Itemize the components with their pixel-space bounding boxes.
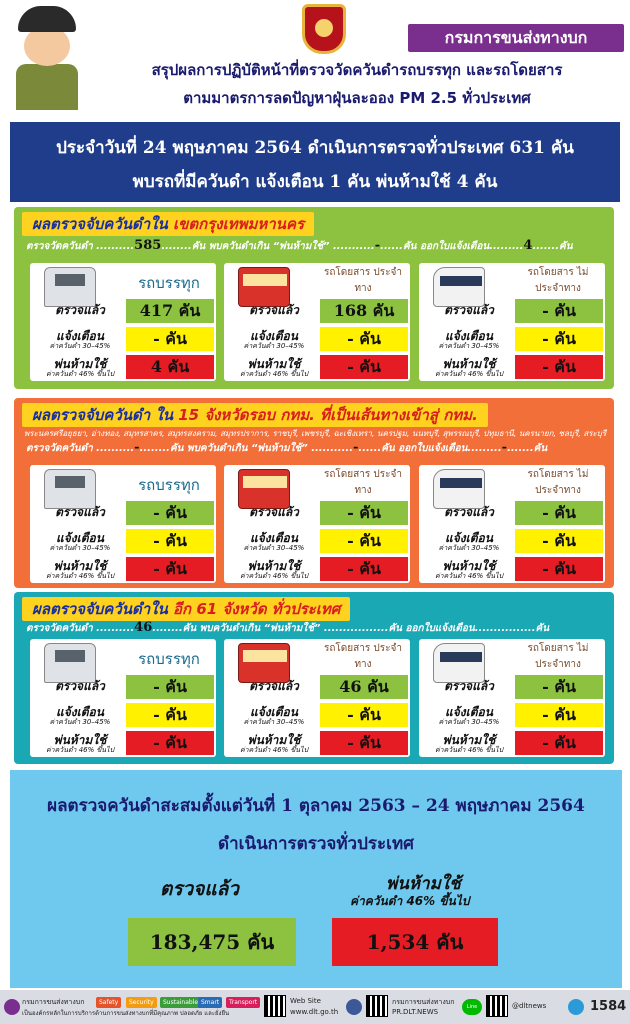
truck-banned-value: - คัน <box>126 731 214 755</box>
public-bus-label: รถโดยสาร ประจำทาง <box>324 469 402 496</box>
private-bus-checked-value: - คัน <box>515 299 603 323</box>
private-bus-label: รถโดยสาร ไม่ประจำทาง <box>527 267 589 294</box>
public-bus-banned-value: - คัน <box>320 557 408 581</box>
footer-dept: กรมการขนส่งทางบก <box>22 998 85 1006</box>
warned-sublabel: ค่าควันดำ 30–45% <box>438 342 500 350</box>
truck-banned-value: - คัน <box>126 557 214 581</box>
banned-label: พ่นห้ามใช้ <box>53 357 107 371</box>
line-qr-icon[interactable] <box>486 995 508 1017</box>
warned-sublabel: ค่าควันดำ 30–45% <box>49 718 111 726</box>
public-bus-banned-value: - คัน <box>320 355 408 379</box>
stats-measured-label: ตรวจวัดควันดำ .......... <box>26 623 135 634</box>
stats-warn-label: ......คัน ออกใบแจ้งเตือน......... <box>365 623 509 634</box>
warned-sublabel: ค่าควันดำ 30–45% <box>438 544 500 552</box>
line-id[interactable]: @dltnews <box>512 1002 547 1010</box>
cumulative-banned-label: พ่นห้ามใช้ <box>386 874 461 894</box>
stats-warn-label: ......คัน ออกใบแจ้งเตือน......... <box>380 241 524 252</box>
truck-label: รถบรรทุก <box>138 274 200 292</box>
pill-smart: Smart <box>198 997 222 1008</box>
stats-found-value: - <box>374 238 381 253</box>
truck-card <box>30 639 216 757</box>
stats-warn-label: ......คัน ออกใบแจ้งเตือน......... <box>358 443 502 454</box>
section-title-region: 15 จังหวัดรอบ กทม. ที่เป็นเส้นทางเข้าสู่ กทม. <box>178 406 478 424</box>
truck-checked-value: - คัน <box>126 501 214 525</box>
stats-found-label: ........คัน พบควันดำเกิน “พ่นห้ามใช้” ........... <box>139 443 354 454</box>
dlt-mini-logo-icon <box>4 999 20 1015</box>
hotline-number[interactable]: 1584 <box>590 999 627 1014</box>
truck-card <box>30 263 216 381</box>
banned-sublabel: ค่าควันดำ 46% ขึ้นไป <box>434 572 504 580</box>
banned-sublabel: ค่าควันดำ 46% ขึ้นไป <box>434 370 504 378</box>
private-bus-label: รถโดยสาร ไม่ประจำทาง <box>527 469 589 496</box>
public-bus-warned-value: - คัน <box>320 703 408 727</box>
stats-measured-label: ตรวจวัดควันดำ .......... <box>26 443 135 454</box>
section-stats-line <box>26 238 616 254</box>
facebook-icon[interactable] <box>346 999 362 1015</box>
warned-sublabel: ค่าควันดำ 30–45% <box>438 718 500 726</box>
stats-found-value: - <box>353 440 359 455</box>
section-title-prefix: ผลตรวจจับควันดำ ใน <box>32 406 173 424</box>
warned-label: แจ้งเตือน <box>445 329 493 343</box>
website-link[interactable]: www.dlt.go.th <box>290 1008 339 1016</box>
warned-label: แจ้งเตือน <box>250 531 298 545</box>
region-section-2 <box>14 398 614 588</box>
checked-label: ตรวจแล้ว <box>249 679 299 693</box>
section-title <box>22 403 488 427</box>
private-bus-warned-value: - คัน <box>515 327 603 351</box>
stats-warn-value: - <box>501 440 508 455</box>
warned-sublabel: ค่าควันดำ 30–45% <box>243 342 305 350</box>
pill-security: Security <box>126 997 157 1008</box>
banned-label: พ่นห้ามใช้ <box>442 357 496 371</box>
cumulative-period: ผลตรวจควันดำสะสมตั้งแต่วันที่ 1 ตุลาคม 2563 – 24 พฤษภาคม 2564 <box>47 796 585 816</box>
header <box>0 0 630 118</box>
daily-summary-banner <box>10 122 620 202</box>
truck-warned-value: - คัน <box>126 529 214 553</box>
warned-sublabel: ค่าควันดำ 30–45% <box>49 544 111 552</box>
banned-label: พ่นห้ามใช้ <box>247 733 301 747</box>
facebook-page-handle[interactable]: PR.DLT.NEWS <box>392 1008 439 1016</box>
public-bus-label: รถโดยสาร ประจำทาง <box>324 643 402 670</box>
banned-label: พ่นห้ามใช้ <box>247 559 301 573</box>
banned-label: พ่นห้ามใช้ <box>53 559 107 573</box>
stats-measured-value: 46 <box>134 620 153 635</box>
warned-label: แจ้งเตือน <box>56 705 104 719</box>
stats-measured-label: ตรวจวัดควันดำ .......... <box>26 241 135 252</box>
section-title-prefix: ผลตรวจจับควันดำใน <box>32 215 168 233</box>
checked-label: ตรวจแล้ว <box>55 679 105 693</box>
public-bus-card <box>224 465 410 583</box>
truck-label: รถบรรทุก <box>138 650 200 668</box>
stats-end: .......คัน <box>532 241 573 252</box>
checked-label: ตรวจแล้ว <box>444 505 494 519</box>
facebook-page-name: กรมการขนส่งทางบก <box>392 998 455 1006</box>
footer <box>0 990 630 1024</box>
private-bus-warned-value: - คัน <box>515 703 603 727</box>
private-bus-checked-value: - คัน <box>515 501 603 525</box>
cumulative-checked-label: ตรวจแล้ว <box>160 878 239 900</box>
checked-label: ตรวจแล้ว <box>444 679 494 693</box>
cumulative-scope: ดำเนินการตรวจทั่วประเทศ <box>218 834 414 854</box>
public-bus-card <box>224 639 410 757</box>
warned-label: แจ้งเตือน <box>250 705 298 719</box>
cumulative-banned-sublabel: ค่าควันดำ 46% ขึ้นไป <box>350 894 470 908</box>
private-bus-card <box>419 263 605 381</box>
private-bus-label: รถโดยสาร ไม่ประจำทาง <box>527 643 589 670</box>
banned-label: พ่นห้ามใช้ <box>53 733 107 747</box>
pill-transport: Transport <box>226 997 260 1008</box>
dlt-logo <box>302 4 346 54</box>
stats-measured-value: 585 <box>134 238 162 253</box>
public-bus-banned-value: - คัน <box>320 731 408 755</box>
stats-end: .......คัน <box>508 623 550 634</box>
warned-label: แจ้งเตือน <box>445 705 493 719</box>
truck-warned-value: - คัน <box>126 327 214 351</box>
daily-summary-line1: ประจำวันที่ 24 พฤษภาคม 2564 ดำเนินการตรวจทั่วประเทศ 631 คัน <box>56 138 574 158</box>
public-bus-label: รถโดยสาร ประจำทาง <box>324 267 402 294</box>
warned-label: แจ้งเตือน <box>56 329 104 343</box>
banned-sublabel: ค่าควันดำ 46% ขึ้นไป <box>434 746 504 754</box>
warned-sublabel: ค่าควันดำ 30–45% <box>243 544 305 552</box>
warned-label: แจ้งเตือน <box>250 329 298 343</box>
section-stats-line <box>26 620 616 636</box>
private-bus-card <box>419 639 605 757</box>
banned-sublabel: ค่าควันดำ 46% ขึ้นไป <box>45 572 115 580</box>
checked-label: ตรวจแล้ว <box>55 303 105 317</box>
warned-label: แจ้งเตือน <box>56 531 104 545</box>
stats-found-label: ........คัน พบควันดำเกิน “พ่นห้ามใช้” ........... <box>161 241 375 252</box>
checked-label: ตรวจแล้ว <box>249 505 299 519</box>
public-bus-warned-value: - คัน <box>320 327 408 351</box>
banned-sublabel: ค่าควันดำ 46% ขึ้นไป <box>239 746 309 754</box>
public-bus-checked-value: 46 คัน <box>320 675 408 699</box>
cumulative-results-panel <box>10 770 622 988</box>
banned-sublabel: ค่าควันดำ 46% ขึ้นไป <box>239 572 309 580</box>
stats-found-label: ........คัน พบควันดำเกิน “พ่นห้ามใช้” ........... <box>152 623 366 634</box>
stats-measured-value: - <box>134 440 140 455</box>
website-qr-icon[interactable] <box>264 995 286 1017</box>
banned-sublabel: ค่าควันดำ 46% ขึ้นไป <box>45 746 115 754</box>
truck-banned-value: 4 คัน <box>126 355 214 379</box>
stats-end: .......คัน <box>507 443 548 454</box>
banned-label: พ่นห้ามใช้ <box>442 559 496 573</box>
banned-label: พ่นห้ามใช้ <box>247 357 301 371</box>
phone-icon[interactable] <box>568 999 584 1015</box>
warned-sublabel: ค่าควันดำ 30–45% <box>243 718 305 726</box>
truck-warned-value: - คัน <box>126 703 214 727</box>
mascot-officer-image <box>10 6 84 110</box>
public-bus-checked-value: 168 คัน <box>320 299 408 323</box>
cumulative-banned-value: 1,534 คัน <box>332 918 498 966</box>
section-title <box>22 212 314 236</box>
banned-sublabel: ค่าควันดำ 46% ขึ้นไป <box>239 370 309 378</box>
section-title-region: เขตกรุงเทพมหานคร <box>173 215 305 233</box>
private-bus-card <box>419 465 605 583</box>
section-province-list: พระนครศรีอยุธยา, อ่างทอง, สมุทรสาคร, สมุทรสงคราม, สมุทรปราการ, ราชบุรี, เพชรบุรี, ฉะเชิงเทรา, นครปฐม, นนทบุรี, สุพรรณบุรี, ปทุมธานี, นครนายก, ชลบุรี, สระบุรี <box>24 429 607 438</box>
website-label: Web Site <box>290 997 321 1005</box>
public-bus-card <box>224 263 410 381</box>
checked-label: ตรวจแล้ว <box>444 303 494 317</box>
truck-card <box>30 465 216 583</box>
private-bus-warned-value: - คัน <box>515 529 603 553</box>
warned-sublabel: ค่าควันดำ 30–45% <box>49 342 111 350</box>
daily-summary-line2: พบรถที่มีควันดำ แจ้งเตือน 1 คัน พ่นห้ามใช้ 4 คัน <box>132 172 498 192</box>
page-title-line1: สรุปผลการปฏิบัติหน้าที่ตรวจวัดควันดำรถบรรทุก และรถโดยสาร <box>151 61 563 79</box>
private-bus-banned-value: - คัน <box>515 355 603 379</box>
line-icon[interactable]: Line <box>462 999 482 1015</box>
pill-sustainable: Sustainable <box>160 997 201 1008</box>
section-title-region: อีก 61 จังหวัด ทั่วประเทศ <box>173 600 341 618</box>
stats-warn-value: 4 <box>523 238 533 253</box>
page-title-line2: ตามมาตรการลดปัญหาฝุ่นละออง PM 2.5 ทั่วประเทศ <box>183 89 531 107</box>
banned-sublabel: ค่าควันดำ 46% ขึ้นไป <box>45 370 115 378</box>
private-bus-banned-value: - คัน <box>515 557 603 581</box>
department-badge: กรมการขนส่งทางบก <box>408 24 624 52</box>
checked-label: ตรวจแล้ว <box>55 505 105 519</box>
cumulative-checked-value: 183,475 คัน <box>128 918 296 966</box>
checked-label: ตรวจแล้ว <box>249 303 299 317</box>
footer-tagline: เป็นองค์กรหลักในการบริการด้านการขนส่งทางบกที่มีคุณภาพ ปลอดภัย และยั่งยืน <box>22 1010 230 1017</box>
truck-label: รถบรรทุก <box>138 476 200 494</box>
banned-label: พ่นห้ามใช้ <box>442 733 496 747</box>
section-stats-line <box>26 440 616 456</box>
public-bus-warned-value: - คัน <box>320 529 408 553</box>
truck-checked-value: - คัน <box>126 675 214 699</box>
private-bus-checked-value: - คัน <box>515 675 603 699</box>
warned-label: แจ้งเตือน <box>445 531 493 545</box>
section-title <box>22 597 350 621</box>
section-title-prefix: ผลตรวจจับควันดำใน <box>32 600 168 618</box>
region-section-1 <box>14 207 614 389</box>
truck-checked-value: 417 คัน <box>126 299 214 323</box>
region-section-3 <box>14 592 614 764</box>
facebook-qr-icon[interactable] <box>366 995 388 1017</box>
pill-safety: Safety <box>96 997 121 1008</box>
private-bus-banned-value: - คัน <box>515 731 603 755</box>
public-bus-checked-value: - คัน <box>320 501 408 525</box>
